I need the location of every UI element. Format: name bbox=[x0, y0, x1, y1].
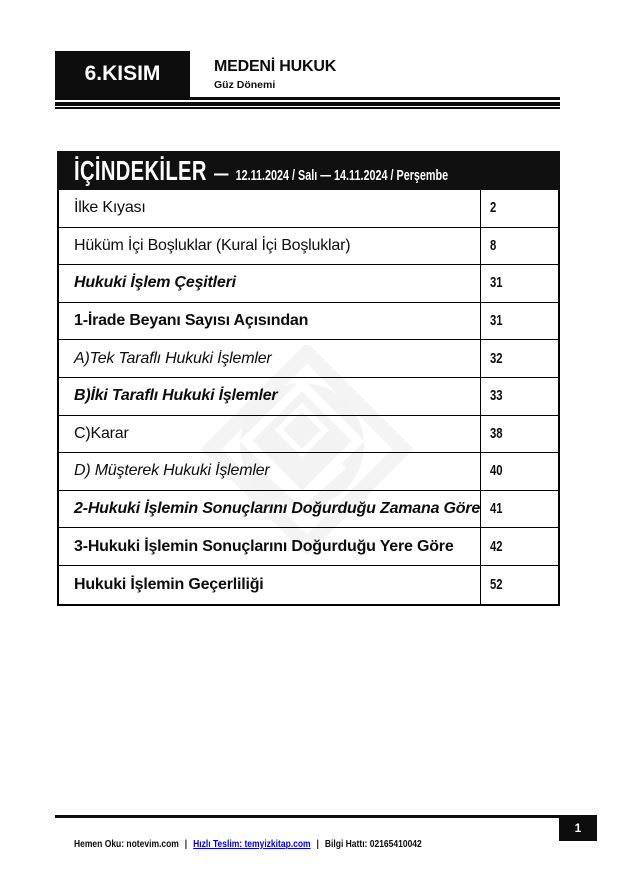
header-divider-rule bbox=[55, 97, 560, 109]
toc-entry-title: Hukuki İşlem Çeşitleri bbox=[59, 265, 480, 303]
toc-entry-title: Hukuki İşlemin Geçerliliği bbox=[74, 575, 264, 593]
toc-entry-title: B)İki Taraflı Hukuki İşlemler bbox=[59, 378, 480, 416]
toc-entry-page-number: 40 bbox=[490, 463, 503, 480]
footer-divider-rule bbox=[55, 815, 559, 818]
section-number-box bbox=[55, 51, 190, 97]
toc-entry-title: 3-Hukuki İşlemin Sonuçlarını Doğurduğu Yere Göre bbox=[59, 528, 480, 566]
table-row bbox=[59, 378, 558, 416]
toc-header-bar bbox=[57, 151, 560, 190]
toc-entry-page-cell bbox=[480, 566, 558, 604]
toc-entry-title: Hüküm İçi Boşluklar (Kural İçi Boşluklar) bbox=[59, 228, 480, 266]
table-row bbox=[59, 453, 558, 491]
toc-entry-page-cell bbox=[480, 491, 558, 529]
toc-entry-page-cell bbox=[480, 528, 558, 566]
table-row bbox=[59, 528, 558, 566]
course-title: MEDENİ HUKUK bbox=[214, 58, 337, 75]
toc-entry-page-cell bbox=[480, 228, 558, 266]
course-header bbox=[214, 58, 336, 91]
toc-entry-page-number: 41 bbox=[490, 501, 503, 518]
footer-delivery-link[interactable]: Hızlı Teslim: temyizkitap.com bbox=[193, 839, 311, 850]
toc-entry-title: 2-Hukuki İşlemin Sonuçlarını Doğurduğu Zamana Göre bbox=[59, 491, 480, 529]
toc-entry-page-cell bbox=[480, 303, 558, 341]
toc-entry-page-cell bbox=[480, 340, 558, 378]
toc-entry-page-cell bbox=[480, 453, 558, 491]
page-number-box bbox=[559, 815, 597, 841]
toc-entry-page-number: 32 bbox=[490, 350, 503, 367]
toc-entry-page-number: 31 bbox=[490, 313, 503, 330]
table-row bbox=[59, 303, 558, 341]
toc-entry-page-number: 42 bbox=[490, 538, 503, 555]
course-term: Güz Dönemi bbox=[214, 79, 276, 91]
table-row bbox=[59, 265, 558, 303]
footer-separator: | bbox=[184, 839, 188, 850]
toc-entry-title: D) Müşterek Hukuki İşlemler bbox=[59, 453, 480, 491]
footer-contact-line bbox=[74, 839, 422, 850]
table-row bbox=[59, 228, 558, 266]
section-number-label: 6.KISIM bbox=[84, 62, 161, 85]
toc-entry-page-cell bbox=[480, 416, 558, 454]
toc-entry-page-cell bbox=[480, 378, 558, 416]
toc-entry-title: 1-İrade Beyanı Sayısı Açısından bbox=[59, 303, 480, 341]
toc-entry-page-number: 31 bbox=[490, 275, 503, 292]
footer-separator: | bbox=[316, 839, 319, 850]
toc-entry-title: C)Karar bbox=[59, 416, 480, 454]
table-row bbox=[59, 416, 558, 454]
toc-table bbox=[57, 190, 560, 606]
toc-entry-page-number: 33 bbox=[490, 388, 503, 405]
table-row bbox=[59, 340, 558, 378]
toc-entry-page-cell bbox=[480, 190, 558, 228]
toc-entry-page-number: 38 bbox=[490, 425, 503, 442]
page-number-label: 1 bbox=[574, 821, 582, 835]
toc-entry-title: İlke Kıyası bbox=[59, 190, 480, 228]
toc-entry-page-number: 52 bbox=[490, 576, 503, 593]
toc-title: İÇİNDEKİLER bbox=[74, 154, 207, 186]
toc-entry-page-number: 8 bbox=[490, 237, 497, 254]
toc-title-separator: — bbox=[213, 162, 229, 185]
table-row bbox=[59, 566, 558, 604]
table-row bbox=[59, 491, 558, 529]
table-row bbox=[59, 190, 558, 228]
toc-date-range: 12.11.2024 / Salı — 14.11.2024 / Perşembe bbox=[235, 166, 449, 184]
table-of-contents bbox=[57, 151, 560, 606]
toc-entry-page-number: 2 bbox=[490, 200, 497, 217]
toc-entry-page-cell bbox=[480, 265, 558, 303]
toc-table-body bbox=[59, 190, 558, 604]
footer-info-label: Bilgi Hattı: 02165410042 bbox=[324, 839, 422, 850]
footer-read-label: Hemen Oku: notevim.com bbox=[74, 839, 179, 850]
toc-entry-title: A)Tek Taraflı Hukuki İşlemler bbox=[59, 340, 480, 378]
